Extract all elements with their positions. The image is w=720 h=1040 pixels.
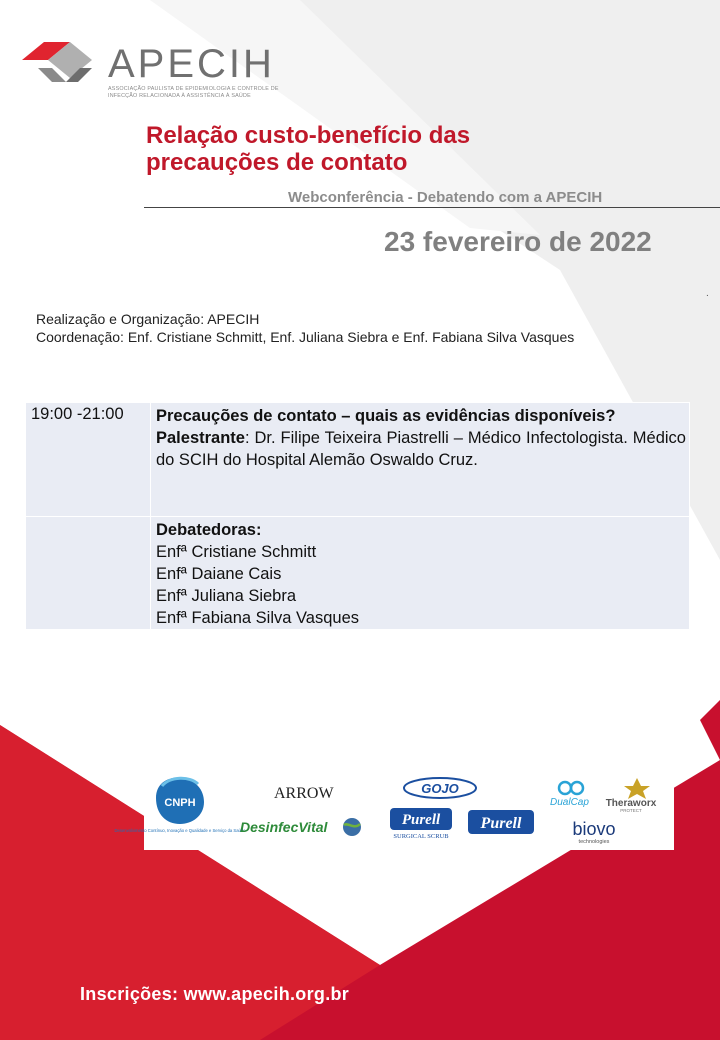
arrow-logo: ARROW (274, 785, 334, 802)
divider (144, 207, 720, 208)
cnph-subtext: Desenvolvimento Contínuo, Inovação e Qualidade e Serviço da Saúde (114, 828, 246, 833)
speaker-info (156, 427, 686, 471)
brand-name: APECIH (108, 42, 275, 86)
event-date: 23 fevereiro de 2022 (384, 226, 652, 257)
purell-logo: Purell (401, 812, 441, 828)
registration-link[interactable]: Inscrições: www.apecih.org.br (80, 984, 350, 1004)
theraworx-subtext: PROTECT (620, 808, 642, 813)
biovo-subtext: technologies (578, 839, 610, 845)
theraworx-logo: Theraworx (605, 798, 657, 809)
speaker-label: Palestrante (156, 429, 245, 447)
dualcap-logo: DualCap (550, 797, 589, 808)
desinfecvital-logo: DesinfecVital (240, 819, 328, 835)
schedule-table (25, 402, 690, 630)
coordination-line: Coordenação: Enf. Cristiane Schmitt, Enf. Juliana Siebra e Enf. Fabiana Silva Vasques (36, 329, 575, 345)
debater-item: Enfª Fabiana Silva Vasques (156, 609, 360, 627)
debaters-label: Debatedoras: (156, 521, 262, 539)
table-row (26, 517, 690, 630)
debater-item: Enfª Juliana Siebra (156, 587, 297, 605)
table-row (26, 403, 690, 517)
page-title: Relação custo-benefício das precauções de contato (146, 122, 471, 176)
session-title: Precauções de contato – quais as evidências disponíveis? (156, 407, 616, 425)
brand-subtitle: ASSOCIAÇÃO PAULISTA DE EPIDEMIOLOGIA E CONTROLE DE INFECÇÃO RELACIONADA À ASSISTÊNCIA À SAÚDE (108, 86, 279, 99)
organization-line: Realização e Organização: APECIH (36, 311, 260, 327)
event-subtitle: Webconferência - Debatendo com a APECIH (288, 189, 603, 206)
empty-time-cell (26, 517, 151, 630)
debaters-cell (151, 517, 690, 630)
sponsor-logos (114, 772, 674, 850)
time-cell: 19:00 -21:00 (26, 403, 151, 517)
speaker-text: : Dr. Filipe Teixeira Piastrelli – Médico Infectologista. Médico do SCIH do Hospital Alemão Oswaldo Cruz. (156, 429, 686, 469)
biovo-logo: biovo (572, 819, 616, 839)
debater-item: Enfª Cristiane Schmitt (156, 543, 317, 561)
debater-item: Enfª Daiane Cais (156, 565, 282, 583)
organization-info (36, 310, 656, 346)
cnph-text: CNPH (164, 797, 196, 809)
purell-subtext: SURGICAL SCRUB (393, 833, 449, 840)
purell-logo-2: Purell (480, 815, 522, 832)
session-cell (151, 403, 690, 517)
gojo-logo: GOJO (421, 781, 459, 796)
dot-mark: . (706, 288, 709, 299)
